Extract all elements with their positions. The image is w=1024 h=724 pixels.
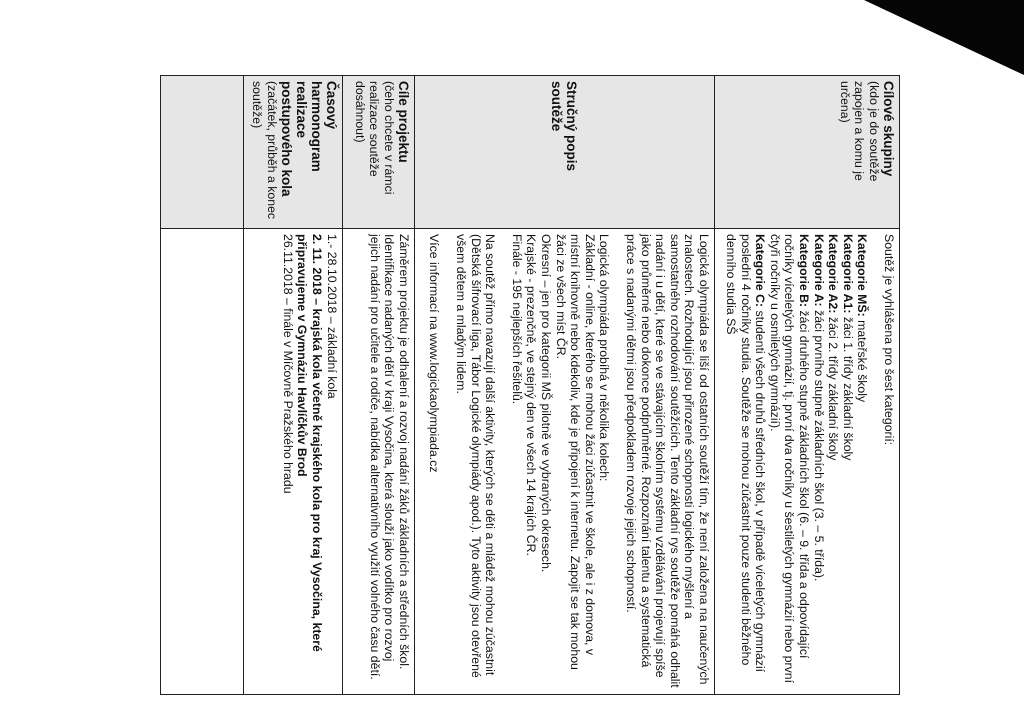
- category-item: Kategorie B: žáci druhého stupně základních škol (6. – 9. třída a odpovídající ročníky víceletých gymnázií, tj. první dva ročníky u šestiletých gymnázií nebo první čtyři ročníky u osmiletých gymnázií).: [767, 234, 812, 684]
- category-item: Kategorie C: studenti všech druhů středních škol, v případě víceletých gymnázií poslední 4 ročníky studia. Soutěže se mohou zúčastnit pouze studenti běžného denního studia SŠ: [724, 234, 768, 673]
- content-cell: [342, 229, 414, 695]
- label-subtitle: (začátek, průběh a konec soutěže): [250, 81, 279, 220]
- label-title: Cílové skupiny: [881, 81, 896, 177]
- description-paragraph: Logická olympiáda se liší od ostatních soutěží tím, že není založena na naučených znalostech. Rozhodující jsou přirozené schopnosti logického myšlení a samostatného rozhodování soutěžících. Tento základní rys soutěže pomáhá odhalit nadání i u dětí, které se ve stávajícím školním systému vzdělávání projevují spíše jako průměrné nebo dokonce podprůměrné. Rozpoznání talentu a systematická práce s nadanými dětmi jsou předpokladem rozvoje jejich schopností.: [623, 234, 711, 688]
- row-schedule: [243, 76, 342, 695]
- round-regional: Krajské - prezenčně, ve stejný den ve všech 14 krajích ČR.: [524, 234, 539, 556]
- label-subtitle: (čeho chcete v rámci realizace soutěže dosáhnout): [352, 81, 396, 195]
- schedule-final: 26.11.2018 – finále v Míčovně Pražského hradu: [280, 234, 295, 494]
- row-description: [414, 76, 714, 695]
- label-cell: [243, 76, 342, 229]
- follow-up-activities: (Dětská šifrovací liga, Tábor Logické olympiády apod.). Tyto aktivity jsou otevřené všem dětem a mladým lidem.: [454, 234, 483, 678]
- label-title: Cíle projektu: [395, 81, 411, 163]
- rotated-page: [160, 75, 900, 695]
- follow-up-text: Na soutěž přímo navazují další aktivity, kterých se děti a mládež mohou zúčastnit: [483, 234, 498, 676]
- goals-text: Záměrem projektu je odhalení a rozvoj nadání žáků základních a středních škol. Identifikace nadaných dětí v kraji Vysočina, která slouží jako vodítko pro rozvoj jejich nadání pro učitele a rodiče, nabídka alternativního využití volného času dětí.: [367, 234, 411, 680]
- label-cell: [161, 76, 244, 229]
- round-district: Okresní – jen pro kategorii MŠ pilotně ve vybraných okresech.: [538, 234, 553, 573]
- content-cell: [414, 229, 714, 695]
- rounds-intro: Logická olympiáda probíhá v několika kolech:: [597, 234, 612, 482]
- more-info-link-text: Více informací na www.logickaolympiada.cz: [427, 234, 442, 473]
- row-empty: [161, 76, 244, 695]
- content-cell: [161, 229, 244, 695]
- label-title: Časový harmonogram realizace postupového kola: [278, 81, 339, 197]
- label-cell: [342, 76, 414, 229]
- label-title: Stručný popis soutěže: [549, 81, 580, 172]
- row-target-groups: [714, 76, 899, 695]
- scan-shadow-corner: [864, 0, 1024, 75]
- content-cell: [243, 229, 342, 695]
- label-subtitle: (kdo je do soutěže zapojen a komu je určena): [837, 81, 881, 182]
- content-cell: [714, 229, 899, 695]
- round-basic: Základní - online, kterého se mohou žáci zúčastnit ve škole, ale i z domova, v místní knihovně nebo kdekoliv, kde je připojení k internetu. Zapojit se tak mohou žáci ze všech míst ČR.: [553, 234, 597, 670]
- category-item: Kategorie A: žáci prvního stupně základních škol (3. – 5. třída).: [811, 234, 826, 582]
- category-item: Kategorie A1: žáci 1. třídy základní školy: [840, 234, 855, 461]
- category-item: Kategorie MŠ: mateřské školy: [855, 234, 870, 403]
- label-cell: [714, 76, 899, 229]
- project-table: [160, 75, 900, 695]
- category-item: Kategorie A2: žáci 2. třídy základní školy: [826, 234, 841, 461]
- intro-text: Soutěž je vyhlášena pro šest kategorií:: [882, 234, 896, 446]
- schedule-regional: 2. 11. 2018 – krajská kola včetně krajského kola pro kraj Vysočina, které připravujeme v Gymnáziu Havlíčkův Brod: [295, 234, 325, 652]
- round-final: Finále - 195 nejlepších řešitelů.: [509, 234, 524, 405]
- label-cell: [414, 76, 714, 229]
- schedule-basic: 1.- 28.10.2018 – základní kola: [324, 234, 339, 399]
- row-goals: [342, 76, 414, 695]
